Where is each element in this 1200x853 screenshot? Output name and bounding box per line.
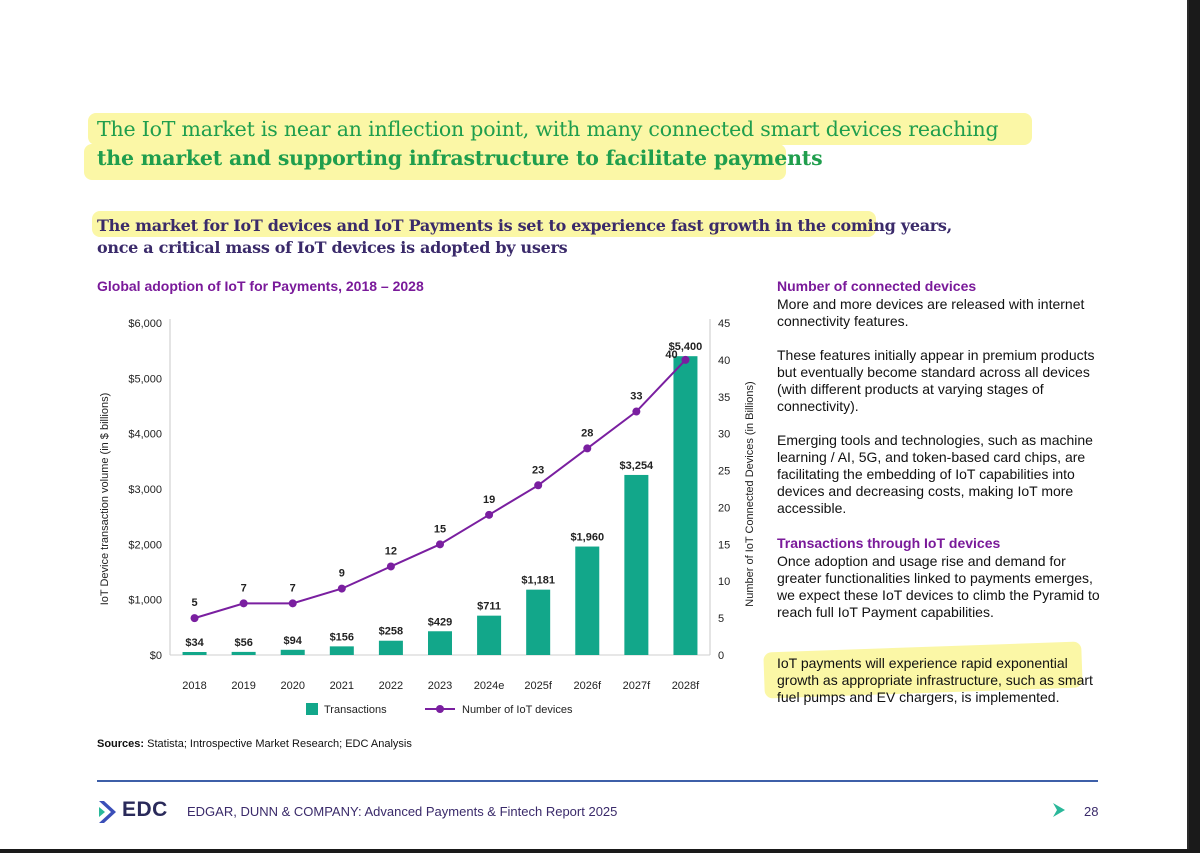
- bar-transactions: [281, 650, 305, 655]
- footer-text: EDGAR, DUNN & COMPANY: Advanced Payments & Fintech Report 2025: [187, 804, 618, 819]
- bar-data-label: $258: [378, 625, 404, 638]
- right-axis-tick-label: 5: [718, 613, 725, 626]
- right-axis-tick-label: 45: [718, 318, 731, 330]
- right-axis-tick-label: 20: [718, 502, 731, 515]
- left-axis-tick-label: $1,000: [128, 594, 162, 607]
- bar-transactions: [575, 547, 599, 655]
- bar-transactions: [526, 590, 550, 655]
- legend-swatch-point: [436, 705, 444, 713]
- line-data-label: 7: [240, 582, 247, 595]
- line-data-label: 23: [532, 464, 545, 477]
- x-axis-tick-label: 2018: [182, 680, 207, 692]
- right-axis-title: Number of IoT Connected Devices (in Billions): [744, 381, 756, 607]
- chevron-right-icon: [1052, 802, 1066, 818]
- line-data-label: 33: [630, 390, 643, 403]
- bar-transactions: [232, 652, 256, 655]
- line-point-iot-devices: [338, 585, 346, 593]
- left-axis-tick-label: $6,000: [128, 318, 162, 330]
- x-axis-tick-label: 2026f: [573, 680, 602, 692]
- right-axis-tick-label: 35: [718, 391, 731, 404]
- right-axis-tick-label: 0: [718, 650, 725, 662]
- sidebar-paragraph-highlighted: IoT payments will experience rapid exponential growth as appropriate infrastructure, such as smart fuel pumps and EV chargers, is implemented.: [777, 655, 1093, 705]
- bar-transactions: [673, 356, 697, 655]
- subheading-line2: once a critical mass of IoT devices is adopted by users: [97, 238, 568, 257]
- sidebar-paragraph: Once adoption and usage rise and demand for greater functionalities linked to payments emerges, we expect these IoT devices to climb the Pyramid to reach full IoT Payment capabilities.: [777, 553, 1100, 620]
- x-axis-tick-label: 2027f: [622, 680, 651, 692]
- bar-data-label: $34: [185, 637, 204, 649]
- bar-data-label: $1,181: [521, 574, 556, 587]
- x-axis-tick-label: 2025f: [524, 680, 552, 692]
- bar-data-label: $3,254: [619, 459, 654, 472]
- line-point-iot-devices: [534, 481, 542, 489]
- edc-logo-icon: [97, 799, 119, 825]
- x-axis-tick-label: 2023: [427, 680, 453, 692]
- bar-transactions: [330, 646, 354, 655]
- bar-transactions: [379, 641, 403, 655]
- line-data-label: 7: [289, 582, 296, 595]
- legend-swatch-transactions: [306, 703, 318, 715]
- brand-name: EDC: [122, 798, 168, 821]
- sidebar-heading-transactions: Transactions through IoT devices: [777, 535, 1001, 551]
- line-point-iot-devices: [436, 540, 444, 548]
- left-axis-title: IoT Device transaction volume (in $ billions): [99, 392, 111, 606]
- page-title-line1: The IoT market is near an inflection point, with many connected smart devices reaching: [97, 117, 999, 141]
- bar-data-label: $711: [477, 600, 502, 613]
- left-axis-tick-label: $2,000: [128, 539, 162, 552]
- bar-transactions: [477, 616, 501, 655]
- sidebar-paragraph: More and more devices are released with internet connectivity features.: [777, 296, 1085, 329]
- x-axis-tick-label: 2028f: [671, 680, 700, 692]
- line-point-iot-devices: [681, 356, 689, 364]
- x-axis-tick-label: 2020: [280, 680, 305, 692]
- legend-label-iot-devices: Number of IoT devices: [462, 704, 573, 716]
- bar-data-label: $56: [234, 636, 253, 649]
- line-point-iot-devices: [485, 511, 493, 519]
- right-axis-tick-label: 40: [718, 354, 731, 367]
- x-axis-tick-label: 2021: [329, 680, 355, 692]
- bar-transactions: [624, 475, 648, 655]
- bar-transactions: [183, 652, 207, 655]
- line-data-label: 19: [482, 493, 496, 506]
- right-axis-tick-label: 15: [718, 539, 731, 552]
- line-data-label: 12: [384, 545, 398, 558]
- left-axis-tick-label: $0: [149, 650, 162, 662]
- bar-transactions: [428, 631, 452, 655]
- page-title-line2: the market and supporting infrastructure to facilitate payments: [97, 146, 823, 170]
- bar-data-label: $94: [283, 634, 302, 647]
- line-point-iot-devices: [289, 599, 297, 607]
- right-axis-tick-label: 25: [718, 465, 731, 478]
- x-axis-tick-label: 2019: [231, 680, 256, 692]
- iot-payments-chart: [95, 305, 756, 725]
- chart-title: Global adoption of IoT for Payments, 2018 – 2028: [97, 278, 424, 294]
- left-axis-tick-label: $4,000: [128, 428, 162, 441]
- sidebar-paragraph: These features initially appear in premium products but eventually become standard across all devices (with different products at varying stages of connectivity).: [777, 347, 1095, 414]
- sources-note: [97, 738, 412, 750]
- legend-label-transactions: Transactions: [324, 704, 387, 716]
- footer-rule: [97, 780, 1098, 782]
- bar-data-label: $156: [329, 631, 355, 644]
- x-axis-tick-label: 2022: [378, 680, 404, 692]
- line-data-label: 40: [665, 348, 678, 361]
- sidebar-heading-connected-devices: Number of connected devices: [777, 278, 977, 294]
- left-axis-tick-label: $5,000: [128, 373, 162, 386]
- line-data-label: 9: [338, 567, 345, 580]
- line-data-label: 5: [191, 597, 198, 610]
- line-point-iot-devices: [632, 408, 640, 416]
- sources-label: Sources:: [97, 738, 145, 750]
- left-axis-tick-label: $3,000: [128, 484, 162, 496]
- bar-data-label: $5,400: [668, 341, 703, 354]
- page-number: 28: [1084, 804, 1099, 819]
- bar-data-label: $1,960: [570, 531, 605, 544]
- line-point-iot-devices: [191, 614, 199, 622]
- line-point-iot-devices: [240, 599, 248, 607]
- subheading-line1: The market for IoT devices and IoT Payments is set to experience fast growth in the coming years,: [97, 216, 952, 235]
- x-axis-tick-label: 2024e: [473, 680, 505, 692]
- line-data-label: 28: [581, 427, 594, 440]
- right-axis-tick-label: 10: [718, 576, 731, 589]
- right-axis-tick-label: 30: [718, 428, 731, 441]
- sidebar-paragraph: Emerging tools and technologies, such as machine learning / AI, 5G, and token-based card chips, are facilitating the embedding of IoT capabilities into devices and decreasing costs, making IoT more accessible.: [777, 432, 1093, 516]
- line-point-iot-devices: [583, 444, 591, 452]
- line-iot-devices: [195, 360, 686, 618]
- sources-text: Statista; Introspective Market Research; EDC Analysis: [144, 738, 412, 750]
- line-data-label: 15: [433, 523, 447, 536]
- line-point-iot-devices: [387, 562, 395, 570]
- bar-data-label: $429: [427, 616, 453, 629]
